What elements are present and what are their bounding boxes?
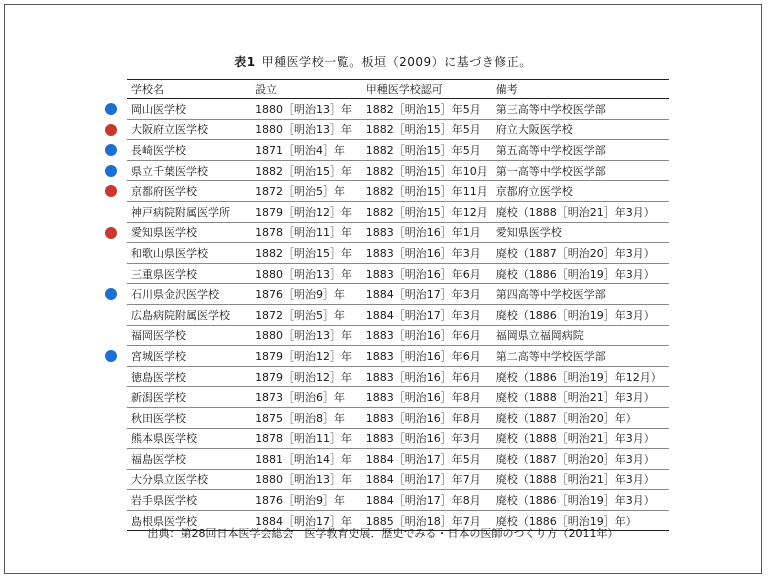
note-cell-text: 福岡県立福岡病院 <box>495 329 584 343</box>
founded-cell <box>251 99 362 120</box>
approved-cell <box>362 469 492 490</box>
table-header-row <box>127 80 669 99</box>
note-cell-text: 第二高等中学校医学部 <box>495 349 606 363</box>
table-row <box>127 99 669 120</box>
school-name-cell <box>127 387 251 408</box>
approved-cell <box>362 387 492 408</box>
founded-cell <box>251 407 362 428</box>
table-row <box>127 407 669 428</box>
approved-cell-text: 1883［明治16］年8月 <box>365 391 481 405</box>
note-cell <box>492 449 669 470</box>
approved-cell-text: 1883［明治16］年3月 <box>365 432 481 446</box>
school-name-cell <box>127 222 251 243</box>
school-name-cell-text: 秋田医学校 <box>131 411 186 425</box>
founded-cell-text: 1876［明治9］年 <box>255 288 346 302</box>
school-name-cell-text: 石川県金沢医学校 <box>131 288 219 302</box>
approved-cell-text: 1882［明治15］年11月 <box>365 185 488 199</box>
founded-cell-text: 1878［明治11］年 <box>255 432 353 446</box>
founded-cell <box>251 140 362 161</box>
school-name-cell-text: 熊本県医学校 <box>131 432 197 446</box>
table-body <box>127 99 669 531</box>
school-name-cell <box>127 201 251 222</box>
school-name-cell-text: 京都府医学校 <box>131 185 197 199</box>
approved-cell <box>362 222 492 243</box>
approved-cell-text: 1885［明治18］年7月 <box>365 514 481 528</box>
note-cell <box>492 263 669 284</box>
founded-cell-text: 1872［明治5］年 <box>255 308 346 322</box>
approved-cell-text: 1883［明治16］年6月 <box>365 329 481 343</box>
school-name-cell <box>127 263 251 284</box>
school-table <box>127 79 669 531</box>
table-row <box>127 387 669 408</box>
note-cell-text: 府立大阪医学校 <box>495 123 573 137</box>
approved-cell <box>362 304 492 325</box>
school-name-cell-text: 岩手県医学校 <box>131 494 197 508</box>
founded-cell <box>251 160 362 181</box>
school-name-cell <box>127 346 251 367</box>
blue-dot-marker <box>105 165 117 177</box>
founded-cell <box>251 243 362 264</box>
school-name-cell-text: 徳島医学校 <box>131 370 186 384</box>
founded-cell <box>251 201 362 222</box>
school-name-cell <box>127 366 251 387</box>
approved-cell <box>362 284 492 305</box>
founded-cell <box>251 222 362 243</box>
approved-cell <box>362 140 492 161</box>
school-name-cell <box>127 428 251 449</box>
note-cell-text: 廃校（1886［明治19］年） <box>495 514 637 528</box>
founded-cell <box>251 387 362 408</box>
blue-dot-marker <box>105 288 117 300</box>
founded-cell <box>251 119 362 140</box>
founded-cell-text: 1881［明治14］年 <box>255 452 353 466</box>
header-school-name: 学校名 <box>127 80 251 99</box>
note-cell-text: 廃校（1888［明治21］年3月） <box>495 432 655 446</box>
note-cell <box>492 243 669 264</box>
approved-cell-text: 1882［明治15］年5月 <box>365 143 481 157</box>
table-row <box>127 449 669 470</box>
founded-cell-text: 1873［明治6］年 <box>255 391 346 405</box>
school-name-cell-text: 福岡医学校 <box>131 329 186 343</box>
approved-cell <box>362 160 492 181</box>
approved-cell-text: 1884［明治17］年7月 <box>365 473 481 487</box>
founded-cell <box>251 449 362 470</box>
founded-cell-text: 1884［明治17］年 <box>255 514 353 528</box>
approved-cell-text: 1884［明治17］年5月 <box>365 452 481 466</box>
founded-cell <box>251 304 362 325</box>
school-name-cell <box>127 140 251 161</box>
school-name-cell-text: 島根県医学校 <box>131 514 197 528</box>
approved-cell-text: 1882［明治15］年12月 <box>365 205 488 219</box>
founded-cell <box>251 263 362 284</box>
table-row <box>127 181 669 202</box>
founded-cell-text: 1879［明治12］年 <box>255 205 353 219</box>
note-cell <box>492 304 669 325</box>
red-dot-marker <box>105 227 117 239</box>
founded-cell <box>251 469 362 490</box>
founded-cell <box>251 366 362 387</box>
school-name-cell-text: 大分県立医学校 <box>131 473 208 487</box>
school-name-cell-text: 宮城医学校 <box>131 349 186 363</box>
blue-dot-marker <box>105 350 117 362</box>
table-row <box>127 201 669 222</box>
approved-cell <box>362 428 492 449</box>
founded-cell-text: 1879［明治12］年 <box>255 349 353 363</box>
school-name-cell <box>127 99 251 120</box>
school-name-cell <box>127 469 251 490</box>
red-dot-marker <box>105 185 117 197</box>
note-cell <box>492 387 669 408</box>
founded-cell-text: 1879［明治12］年 <box>255 370 353 384</box>
school-name-cell <box>127 407 251 428</box>
blue-dot-marker <box>105 103 117 115</box>
school-name-cell <box>127 181 251 202</box>
approved-cell-text: 1884［明治17］年8月 <box>365 494 481 508</box>
note-cell <box>492 346 669 367</box>
school-name-cell-text: 和歌山県医学校 <box>131 246 208 260</box>
approved-cell-text: 1882［明治15］年5月 <box>365 123 481 137</box>
blue-dot-marker <box>105 144 117 156</box>
approved-cell-text: 1882［明治15］年5月 <box>365 102 481 116</box>
note-cell-text: 廃校（1888［明治21］年3月） <box>495 473 655 487</box>
note-cell <box>492 490 669 511</box>
approved-cell <box>362 243 492 264</box>
school-name-cell-text: 福島医学校 <box>131 452 186 466</box>
approved-cell-text: 1883［明治16］年3月 <box>365 246 481 260</box>
note-cell <box>492 284 669 305</box>
approved-cell-text: 1883［明治16］年6月 <box>365 370 481 384</box>
note-cell-text: 愛知県医学校 <box>495 226 562 240</box>
note-cell <box>492 201 669 222</box>
approved-cell <box>362 346 492 367</box>
note-cell-text: 第三高等中学校医学部 <box>495 102 606 116</box>
table-row <box>127 428 669 449</box>
note-cell-text: 廃校（1886［明治19］年3月） <box>495 494 655 508</box>
note-cell-text: 廃校（1888［明治21］年3月） <box>495 205 655 219</box>
school-name-cell <box>127 449 251 470</box>
founded-cell-text: 1872［明治5］年 <box>255 185 346 199</box>
approved-cell-text: 1884［明治17］年3月 <box>365 308 481 322</box>
table-row <box>127 304 669 325</box>
table-row <box>127 222 669 243</box>
note-cell <box>492 140 669 161</box>
note-cell-text: 京都府立医学校 <box>495 185 573 199</box>
note-cell-text: 廃校（1886［明治19］年12月） <box>495 370 662 384</box>
school-name-cell-text: 岡山医学校 <box>131 102 186 116</box>
note-cell <box>492 469 669 490</box>
approved-cell <box>362 449 492 470</box>
approved-cell <box>362 263 492 284</box>
school-name-cell <box>127 325 251 346</box>
red-dot-marker <box>105 124 117 136</box>
note-cell-text: 第四高等中学校医学部 <box>495 288 606 302</box>
school-name-cell-text: 愛知県医学校 <box>131 226 197 240</box>
school-name-cell-text: 長崎医学校 <box>131 143 186 157</box>
school-name-cell <box>127 119 251 140</box>
table-row <box>127 490 669 511</box>
approved-cell-text: 1884［明治17］年3月 <box>365 288 481 302</box>
table-row <box>127 284 669 305</box>
school-name-cell <box>127 490 251 511</box>
note-cell <box>492 99 669 120</box>
table-row <box>127 243 669 264</box>
document-frame <box>4 4 762 574</box>
note-cell-text: 廃校（1886［明治19］年3月） <box>495 308 655 322</box>
note-cell-text: 廃校（1888［明治21］年3月） <box>495 391 655 405</box>
approved-cell <box>362 366 492 387</box>
table-row <box>127 325 669 346</box>
header-founded: 設立 <box>251 80 362 99</box>
approved-cell-text: 1883［明治16］年8月 <box>365 411 481 425</box>
caption-label: 表1 <box>234 55 256 69</box>
school-table-wrapper <box>127 79 669 531</box>
table-row <box>127 140 669 161</box>
note-cell <box>492 181 669 202</box>
approved-cell <box>362 201 492 222</box>
school-name-cell <box>127 243 251 264</box>
approved-cell-text: 1883［明治16］年6月 <box>365 349 481 363</box>
note-cell-text: 第一高等中学校医学部 <box>495 164 606 178</box>
approved-cell <box>362 325 492 346</box>
note-cell <box>492 325 669 346</box>
approved-cell-text: 1883［明治16］年1月 <box>365 226 481 240</box>
approved-cell <box>362 99 492 120</box>
founded-cell-text: 1880［明治13］年 <box>255 102 353 116</box>
source-citation: 出典：第28回日本医学会総会 医学教育史展．歴史でみる・日本の医師のつくり方（2011年） <box>147 527 619 540</box>
founded-cell-text: 1871［明治4］年 <box>255 143 346 157</box>
note-cell-text: 廃校（1887［明治20］年） <box>495 411 637 425</box>
founded-cell <box>251 490 362 511</box>
founded-cell-text: 1876［明治9］年 <box>255 494 346 508</box>
founded-cell-text: 1880［明治13］年 <box>255 267 353 281</box>
table-row <box>127 366 669 387</box>
school-name-cell-text: 神戸病院附属医学所 <box>131 205 230 219</box>
header-note: 備考 <box>492 80 669 99</box>
table-row <box>127 263 669 284</box>
school-name-cell <box>127 284 251 305</box>
table-caption <box>5 53 761 70</box>
note-cell <box>492 366 669 387</box>
note-cell <box>492 160 669 181</box>
table-row <box>127 160 669 181</box>
founded-cell-text: 1882［明治15］年 <box>255 246 353 260</box>
school-name-cell <box>127 304 251 325</box>
founded-cell <box>251 181 362 202</box>
note-cell-text: 廃校（1887［明治20］年3月） <box>495 452 655 466</box>
note-cell <box>492 222 669 243</box>
school-name-cell-text: 新潟医学校 <box>131 391 186 405</box>
caption-text: 甲種医学校一覧。板垣（2009）に基づき修正。 <box>261 55 532 69</box>
approved-cell <box>362 119 492 140</box>
table-row <box>127 346 669 367</box>
founded-cell-text: 1880［明治13］年 <box>255 329 353 343</box>
founded-cell <box>251 284 362 305</box>
approved-cell-text: 1883［明治16］年6月 <box>365 267 481 281</box>
note-cell <box>492 119 669 140</box>
table-row <box>127 469 669 490</box>
school-name-cell-text: 三重県医学校 <box>131 267 197 281</box>
founded-cell-text: 1875［明治8］年 <box>255 411 346 425</box>
table-row <box>127 119 669 140</box>
school-name-cell-text: 広島病院附属医学校 <box>131 308 230 322</box>
approved-cell <box>362 490 492 511</box>
school-name-cell-text: 県立千葉医学校 <box>131 164 208 178</box>
founded-cell <box>251 325 362 346</box>
school-name-cell <box>127 160 251 181</box>
approved-cell-text: 1882［明治15］年10月 <box>365 164 488 178</box>
founded-cell-text: 1882［明治15］年 <box>255 164 353 178</box>
note-cell-text: 廃校（1887［明治20］年3月） <box>495 246 655 260</box>
founded-cell <box>251 346 362 367</box>
note-cell-text: 廃校（1886［明治19］年3月） <box>495 267 655 281</box>
approved-cell <box>362 407 492 428</box>
approved-cell <box>362 181 492 202</box>
note-cell <box>492 407 669 428</box>
note-cell <box>492 428 669 449</box>
note-cell-text: 第五高等中学校医学部 <box>495 143 606 157</box>
founded-cell-text: 1880［明治13］年 <box>255 473 353 487</box>
founded-cell <box>251 428 362 449</box>
founded-cell-text: 1880［明治13］年 <box>255 123 353 137</box>
school-name-cell-text: 大阪府立医学校 <box>131 123 208 137</box>
founded-cell-text: 1878［明治11］年 <box>255 226 353 240</box>
header-approved: 甲種医学校認可 <box>362 80 492 99</box>
